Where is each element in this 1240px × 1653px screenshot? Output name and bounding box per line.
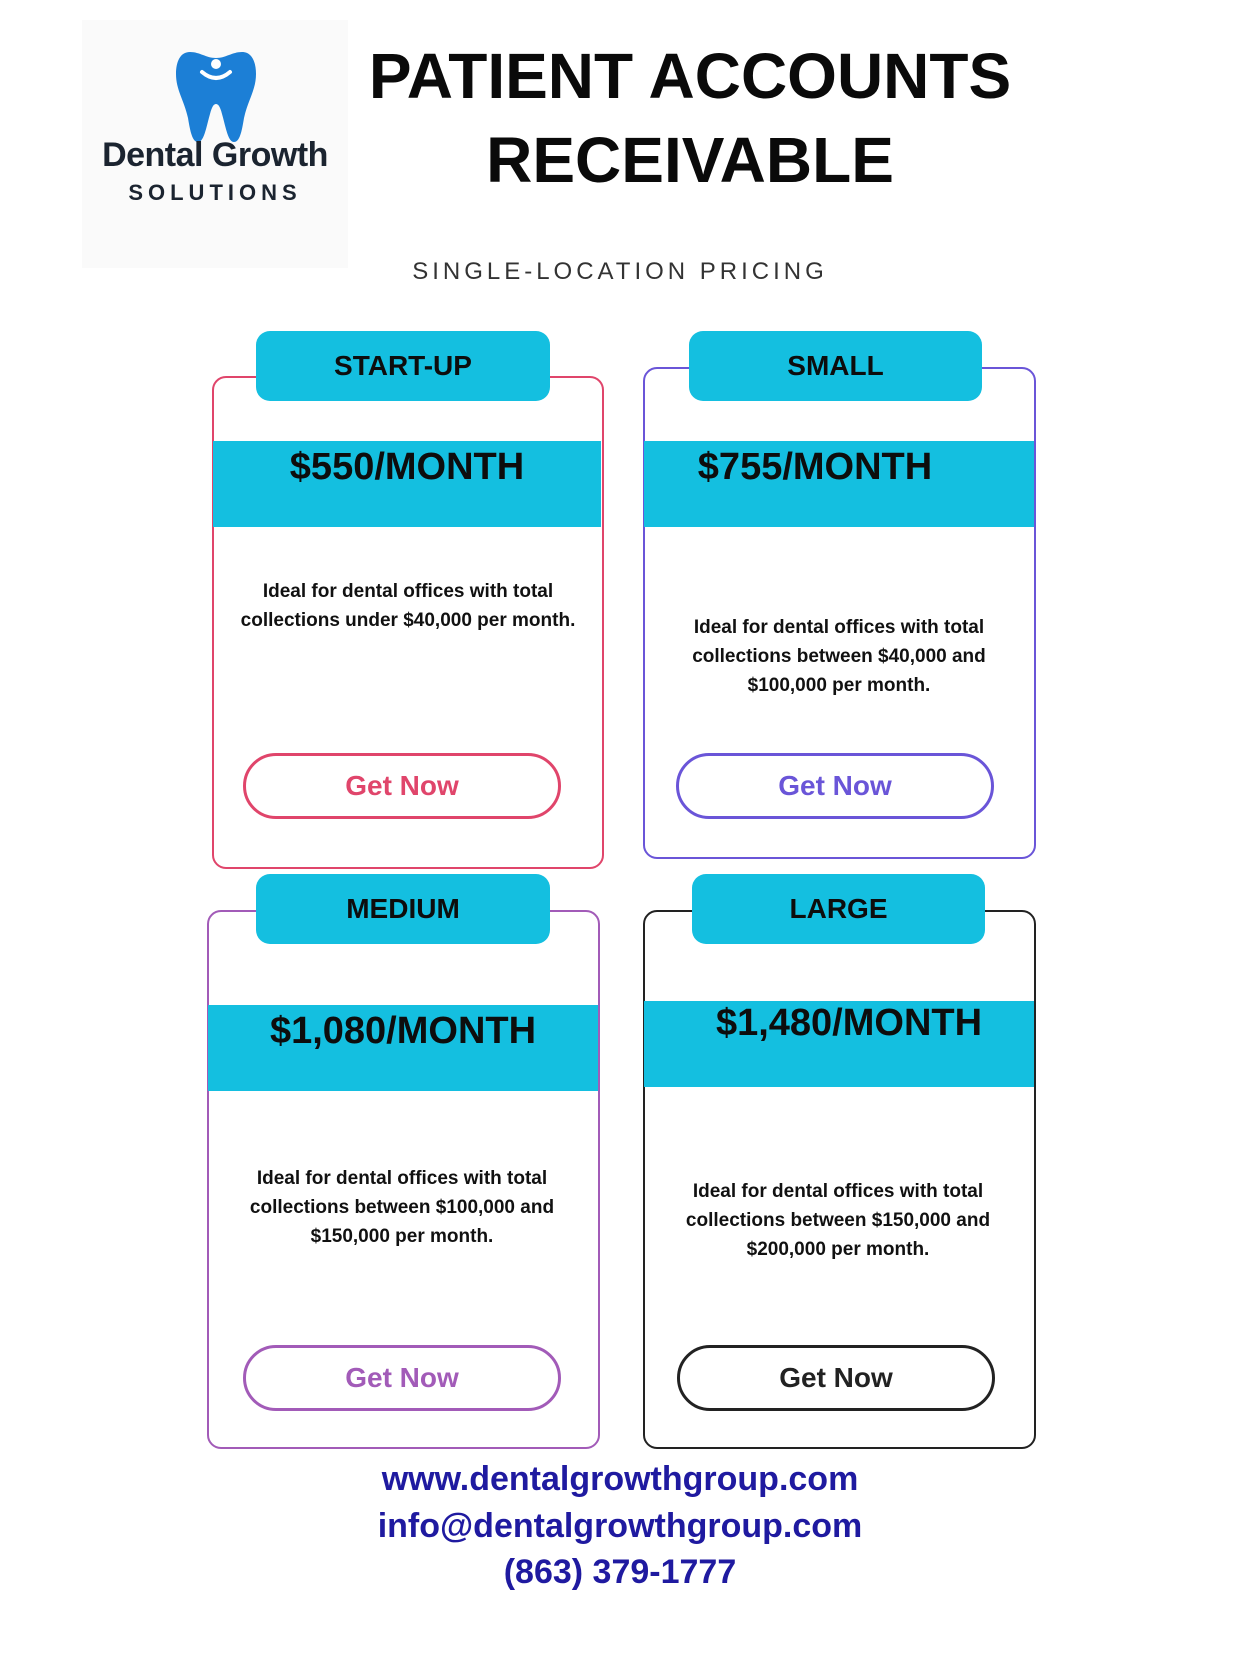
- logo: [82, 20, 348, 268]
- contact-email[interactable]: info@dentalgrowthgroup.com: [377, 1507, 863, 1545]
- description-startup: Ideal for dental offices with total collections under $40,000 per month.: [240, 581, 576, 631]
- tier-label-startup: START-UP: [256, 331, 550, 401]
- page-title-line-1: PATIENT ACCOUNTS: [368, 40, 1012, 112]
- tier-label-large: LARGE: [692, 874, 985, 944]
- get-now-button-medium[interactable]: Get Now: [243, 1345, 561, 1411]
- price-startup: $550/MONTH: [289, 446, 525, 488]
- brand-name: Dental Growth: [102, 136, 328, 174]
- page-title: [340, 34, 1040, 202]
- brand-tagline: SOLUTIONS: [128, 180, 302, 205]
- tier-label-medium: MEDIUM: [256, 874, 550, 944]
- tooth-icon: [176, 48, 256, 144]
- get-now-button-startup[interactable]: Get Now: [243, 753, 561, 819]
- description-medium: Ideal for dental offices with total collections between $100,000 and $150,000 per month.: [249, 1168, 555, 1247]
- description-small: Ideal for dental offices with total collections between $40,000 and $100,000 per month.: [692, 617, 986, 696]
- price-small: $755/MONTH: [697, 446, 933, 488]
- description-large: Ideal for dental offices with total collections between $150,000 and $200,000 per month.: [685, 1181, 991, 1260]
- contact-phone[interactable]: (863) 379-1777: [503, 1553, 737, 1591]
- contact-website[interactable]: www.dentalgrowthgroup.com: [381, 1460, 859, 1498]
- price-large: $1,480/MONTH: [715, 1002, 983, 1044]
- tier-label-small: SMALL: [689, 331, 982, 401]
- get-now-button-large[interactable]: Get Now: [677, 1345, 995, 1411]
- page-title-line-2: RECEIVABLE: [486, 124, 894, 196]
- price-medium: $1,080/MONTH: [269, 1010, 537, 1052]
- page-subtitle: SINGLE-LOCATION PRICING: [412, 258, 828, 285]
- get-now-button-small[interactable]: Get Now: [676, 753, 994, 819]
